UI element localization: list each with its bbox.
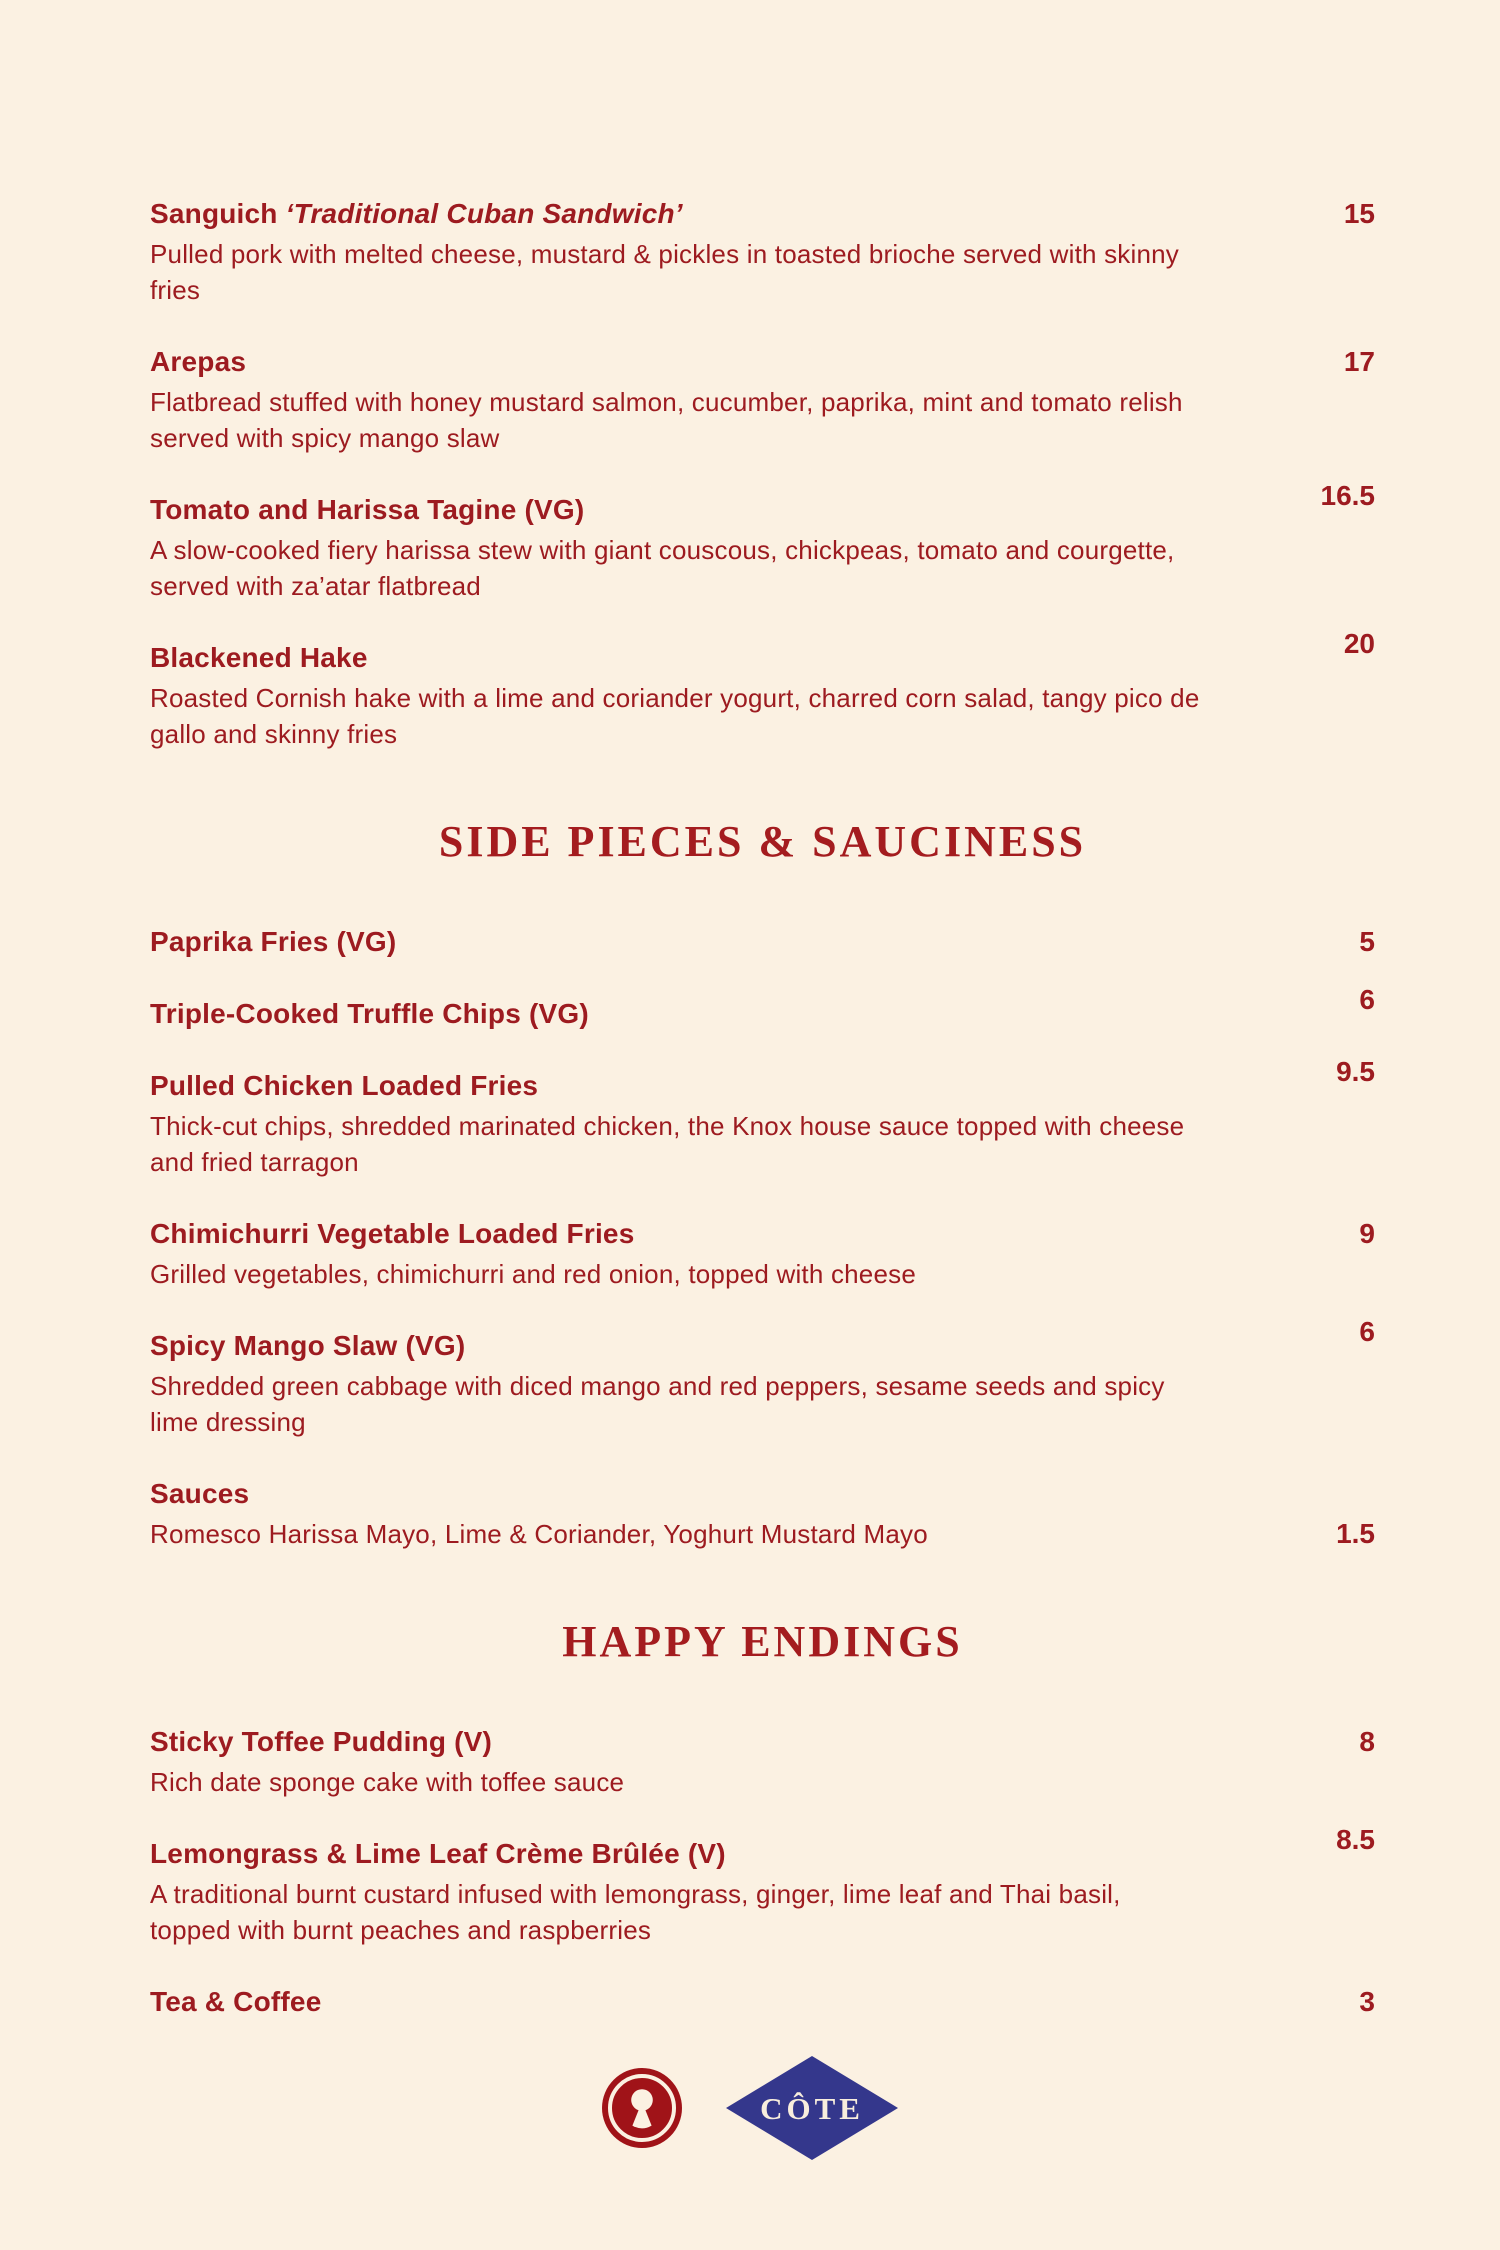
menu-item-text [150, 1216, 1375, 1292]
item-price: 9 [1359, 1218, 1375, 1249]
item-title [150, 344, 1205, 380]
item-price: 17 [1343, 346, 1375, 377]
item-title-text: Pulled Chicken Loaded Fries [150, 1070, 539, 1101]
item-title [150, 1476, 1205, 1512]
item-description: Romesco Harissa Mayo, Lime & Coriander, Yoghurt Mustard Mayo [150, 1519, 928, 1549]
item-description: Pulled pork with melted cheese, mustard & pickles in toasted brioche served with skinny fries [150, 239, 1180, 305]
item-price: 1.5 [1336, 1518, 1375, 1549]
item-description: Thick-cut chips, shredded marinated chicken, the Knox house sauce topped with cheese and fried tarragon [150, 1111, 1185, 1177]
menu-item-text [150, 196, 1375, 308]
item-title [150, 1836, 1205, 1872]
item-price: 6 [1359, 1316, 1375, 1347]
item-title-text: Tomato and Harissa Tagine (VG) [150, 494, 585, 525]
menu-item [150, 1056, 1375, 1180]
menu-item-text [150, 640, 1375, 752]
item-description: A traditional burnt custard infused with lemongrass, ginger, lime leaf and Thai basil, topped with burnt peaches and raspberries [150, 1879, 1121, 1945]
menu-item [150, 480, 1375, 604]
item-title-text: Tea & Coffee [150, 1986, 322, 2017]
item-description: Grilled vegetables, chimichurri and red onion, topped with cheese [150, 1259, 916, 1289]
menu-item [150, 1724, 1375, 1800]
menu-item [150, 1824, 1375, 1948]
item-title [150, 924, 1205, 960]
item-price: 16.5 [1320, 480, 1375, 511]
item-title-italic: ‘Traditional Cuban Sandwich’ [285, 198, 683, 229]
menu-item [150, 344, 1375, 456]
item-title [150, 996, 1205, 1032]
item-price: 8 [1359, 1726, 1375, 1757]
menu-item-text [150, 996, 1375, 1032]
menu-item-text [150, 492, 1375, 604]
item-title [150, 1068, 1205, 1104]
menu-item [150, 1476, 1375, 1552]
item-title [150, 196, 1205, 232]
menu-item-text [150, 924, 1375, 960]
item-description: Rich date sponge cake with toffee sauce [150, 1767, 625, 1797]
item-title [150, 1984, 1205, 2020]
item-title [150, 492, 1205, 528]
item-title-text: Blackened Hake [150, 642, 368, 673]
section-heading: SIDE PIECES & SAUCINESS [438, 817, 1087, 866]
item-price: 3 [1359, 1986, 1375, 2017]
item-title-text: Lemongrass & Lime Leaf Crème Brûlée (V) [150, 1838, 726, 1869]
keyhole-icon [602, 2068, 682, 2148]
item-title [150, 1724, 1205, 1760]
menu-item [150, 196, 1375, 308]
menu-item [150, 628, 1375, 752]
menu-item [150, 1984, 1375, 2020]
item-price: 9.5 [1336, 1056, 1375, 1087]
section-heading: HAPPY ENDINGS [562, 1617, 963, 1666]
item-title-text: Sticky Toffee Pudding (V) [150, 1726, 493, 1757]
item-price: 15 [1343, 198, 1375, 229]
item-description: Roasted Cornish hake with a lime and coriander yogurt, charred corn salad, tangy pico de gallo and skinny fries [150, 683, 1200, 749]
item-price: 5 [1359, 926, 1375, 957]
menu-item-text [150, 1328, 1375, 1440]
footer-logos [0, 2056, 1500, 2160]
item-title-text: Paprika Fries (VG) [150, 926, 397, 957]
item-price: 6 [1359, 984, 1375, 1015]
menu-item [150, 1216, 1375, 1292]
item-description: Shredded green cabbage with diced mango and red peppers, sesame seeds and spicy lime dressing [150, 1371, 1165, 1437]
item-title-text: Spicy Mango Slaw (VG) [150, 1330, 466, 1361]
menu-item [150, 1316, 1375, 1440]
cote-logo [726, 2056, 898, 2160]
item-title-text: Sauces [150, 1478, 250, 1509]
item-title [150, 1216, 1205, 1252]
item-title [150, 1328, 1205, 1364]
menu-item-text [150, 1984, 1375, 2020]
item-title-text: Arepas [150, 346, 247, 377]
menu-item [150, 924, 1375, 960]
item-price: 8.5 [1336, 1824, 1375, 1855]
item-description: A slow-cooked fiery harissa stew with giant couscous, chickpeas, tomato and courgette, served with za’atar flatbread [150, 535, 1175, 601]
menu-item-text [150, 1068, 1375, 1180]
item-price: 20 [1343, 628, 1375, 659]
menu-item-text [150, 1476, 1375, 1552]
item-description: Flatbread stuffed with honey mustard salmon, cucumber, paprika, mint and tomato relish served with spicy mango slaw [150, 387, 1183, 453]
menu-item-text [150, 1724, 1375, 1800]
cote-logo-text: CÔTE [760, 2091, 864, 2126]
menu-item [150, 984, 1375, 1032]
menu-item-text [150, 1836, 1375, 1948]
menu-item-text [150, 344, 1375, 456]
item-title-text: Chimichurri Vegetable Loaded Fries [150, 1218, 635, 1249]
item-title-text: Triple-Cooked Truffle Chips (VG) [150, 998, 589, 1029]
item-title [150, 640, 1205, 676]
item-title-text: Sanguich [150, 198, 278, 229]
